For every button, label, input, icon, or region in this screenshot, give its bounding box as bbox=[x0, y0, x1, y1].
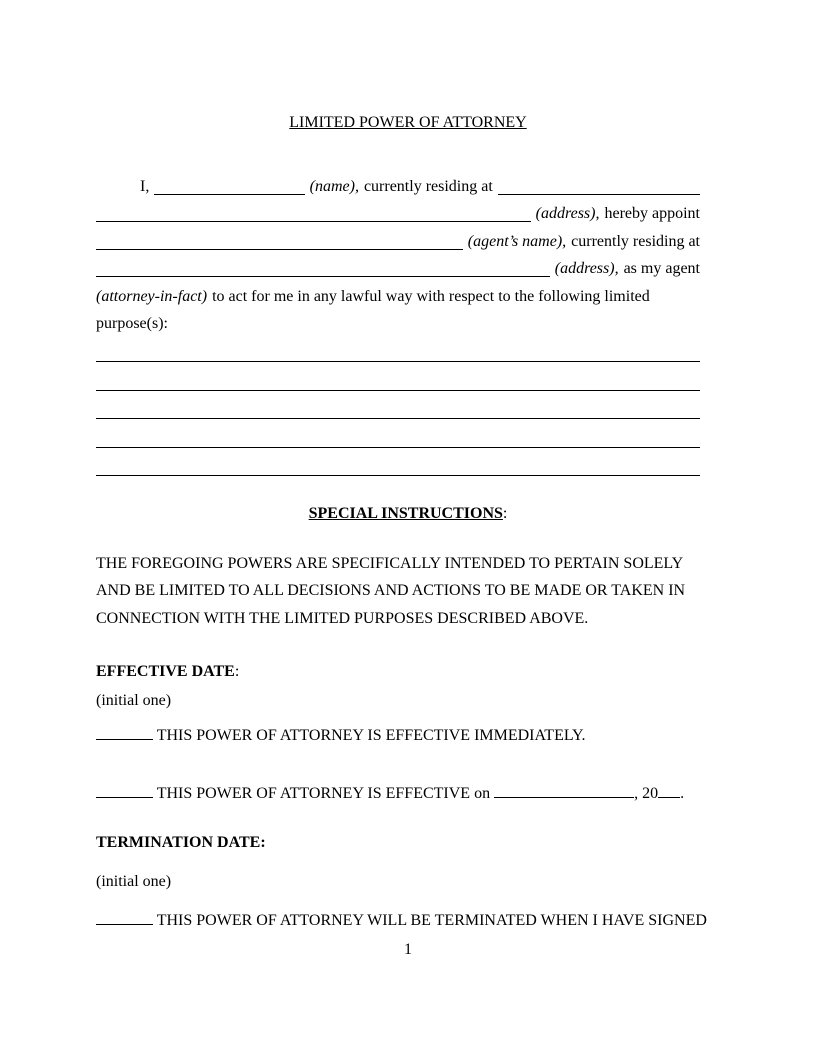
purpose-line-5[interactable] bbox=[96, 448, 700, 477]
effective-option-immediate-text: THIS POWER OF ATTORNEY IS EFFECTIVE IMMEDIATELY. bbox=[156, 727, 586, 744]
purpose-line-4[interactable] bbox=[96, 419, 700, 448]
principal-address-blank-end[interactable] bbox=[96, 200, 531, 222]
initial-blank-immediate[interactable] bbox=[96, 725, 153, 740]
intro-i-comma: I, bbox=[140, 177, 150, 195]
purpose-lines bbox=[96, 334, 720, 477]
effective-date-blank[interactable] bbox=[494, 783, 634, 798]
effective-date-heading-row bbox=[96, 658, 720, 686]
intro-line-1 bbox=[96, 173, 700, 201]
principal-address-blank-start[interactable] bbox=[498, 173, 700, 195]
termination-initial-note: (initial one) bbox=[96, 872, 172, 890]
purpose-line-2[interactable] bbox=[96, 362, 700, 391]
special-instructions-colon: : bbox=[502, 505, 508, 522]
intro-line-4 bbox=[96, 255, 700, 283]
purpose-line-3[interactable] bbox=[96, 391, 700, 420]
intro-line-5-text: to act for me in any lawful way with respect to the following limited bbox=[212, 287, 650, 305]
purpose-line-1[interactable] bbox=[96, 334, 700, 363]
termination-option-row bbox=[96, 907, 720, 935]
intro-line-6: purpose(s): bbox=[96, 315, 168, 332]
intro-as-my-agent: as my agent bbox=[623, 260, 700, 277]
effective-date-colon: : bbox=[234, 663, 240, 680]
intro-residing-1: currently residing at bbox=[363, 177, 493, 195]
document-title: LIMITED POWER OF ATTORNEY bbox=[289, 114, 527, 131]
intro-appoint: hereby appoint bbox=[604, 205, 700, 222]
special-instructions-heading: SPECIAL INSTRUCTIONS bbox=[308, 505, 503, 522]
initial-blank-terminated[interactable] bbox=[96, 910, 153, 925]
agent-name-blank[interactable] bbox=[96, 228, 463, 250]
agent-name-label: (agent’s name), bbox=[467, 232, 567, 250]
effective-option-period: . bbox=[680, 784, 685, 802]
effective-option-comma-20: , 20 bbox=[634, 784, 659, 802]
special-instructions-body bbox=[96, 550, 720, 633]
effective-option-on-date-row bbox=[96, 780, 720, 808]
special-instructions-heading-row bbox=[96, 500, 720, 528]
termination-date-heading: TERMINATION DATE: bbox=[96, 834, 266, 851]
intro-line-5 bbox=[96, 283, 700, 311]
intro-line-3 bbox=[96, 228, 700, 256]
effective-date-heading: EFFECTIVE DATE bbox=[96, 663, 235, 680]
initial-blank-on-date[interactable] bbox=[96, 783, 153, 798]
address-label-1: (address), bbox=[535, 205, 600, 222]
attorney-in-fact-label: (attorney-in-fact) bbox=[96, 287, 208, 305]
page-number: 1 bbox=[404, 940, 412, 958]
intro-line-2 bbox=[96, 200, 700, 228]
intro-paragraph bbox=[96, 173, 720, 338]
special-body-line-1: THE FOREGOING POWERS ARE SPECIFICALLY INTENDED TO PERTAIN SOLELY bbox=[96, 554, 684, 572]
effective-option-immediate-row bbox=[96, 722, 720, 750]
special-body-line-2: AND BE LIMITED TO ALL DECISIONS AND ACTIONS TO BE MADE OR TAKEN IN bbox=[96, 582, 686, 599]
termination-option-text: THIS POWER OF ATTORNEY WILL BE TERMINATED WHEN I HAVE SIGNED bbox=[156, 912, 707, 929]
address-label-2: (address), bbox=[554, 260, 619, 277]
special-body-line-3: CONNECTION WITH THE LIMITED PURPOSES DESCRIBED ABOVE. bbox=[96, 609, 589, 627]
year-blank[interactable] bbox=[658, 783, 680, 798]
name-label: (name), bbox=[309, 177, 359, 195]
principal-name-blank[interactable] bbox=[154, 173, 304, 195]
intro-residing-2: currently residing at bbox=[571, 232, 700, 250]
effective-initial-note: (initial one) bbox=[96, 691, 172, 709]
agent-address-blank[interactable] bbox=[96, 255, 550, 277]
effective-option-on-date-text: THIS POWER OF ATTORNEY IS EFFECTIVE on bbox=[156, 784, 491, 802]
